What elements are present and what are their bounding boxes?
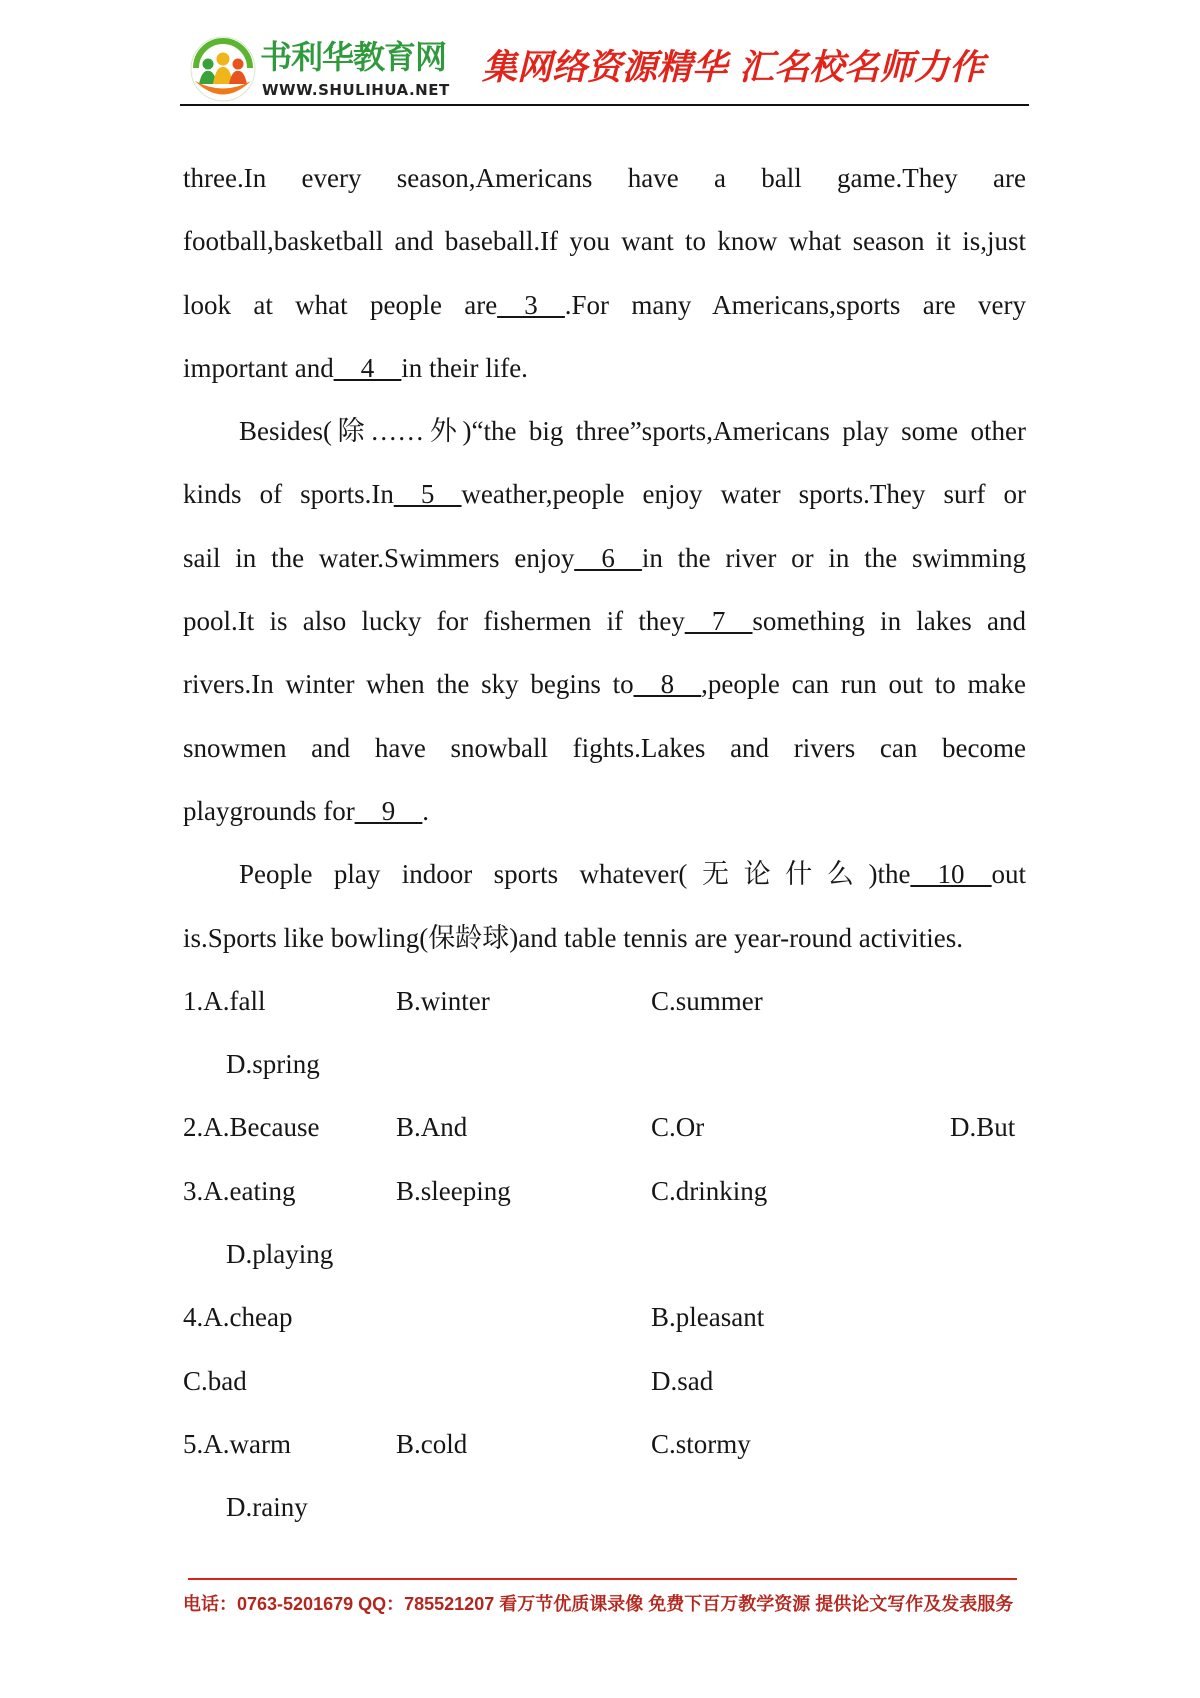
option-5d: D.rainy: [226, 1492, 308, 1523]
passage-text: look at what people are: [183, 289, 498, 320]
passage-line: Besides(除……外)“the big three”sports,Americans play some other: [239, 416, 1026, 447]
site-url: WWW.SHULIHUA.NET: [262, 81, 450, 99]
option-5a: 5.A.warm: [183, 1428, 291, 1459]
question-row: [183, 1350, 1026, 1413]
passage-line: [183, 274, 1026, 337]
passage-text: important and: [183, 352, 334, 383]
passage-line: [183, 590, 1026, 653]
option-4c: C.bad: [183, 1365, 247, 1396]
blank-10: __10__: [910, 859, 992, 890]
footer-rule: [188, 1578, 1017, 1580]
passage-text: playgrounds for: [183, 795, 355, 826]
passage-text: out: [991, 859, 1026, 890]
blank-3: __3__: [497, 289, 565, 320]
passage-text: kinds of sports.In: [183, 479, 394, 510]
passage-text: pool.It is also lucky for fishermen if they: [183, 606, 685, 637]
passage-line: football,basketball and baseball.If you want to know what season it is,just: [183, 226, 1026, 257]
option-3c: C.drinking: [651, 1175, 768, 1206]
option-2a: 2.A.Because: [183, 1112, 320, 1143]
passage-text: something in lakes and: [752, 606, 1026, 637]
question-row: [183, 1033, 1026, 1096]
header-rule: [180, 104, 1029, 106]
passage-line: three.In every season,Americans have a ball game.They are: [183, 163, 1026, 193]
option-1b: B.winter: [396, 985, 490, 1016]
blank-8: __8__: [633, 669, 702, 700]
passage-text: .: [422, 795, 429, 826]
option-4d: D.sad: [651, 1365, 714, 1396]
passage-text: weather,people enjoy water sports.They surf or: [461, 479, 1026, 510]
option-2c: C.Or: [651, 1112, 705, 1143]
blank-4: __4__: [333, 352, 402, 383]
option-5c: C.stormy: [651, 1428, 751, 1459]
passage-line: [183, 527, 1026, 590]
blank-5: __5__: [393, 479, 462, 510]
passage-line: [183, 653, 1026, 716]
passage-line: [183, 463, 1026, 526]
question-row: [183, 1476, 1026, 1539]
question-row: [183, 970, 1026, 1033]
option-1c: C.summer: [651, 985, 763, 1016]
header-slogan: 集网络资源精华 汇名校名师力作: [482, 48, 985, 88]
question-row: [183, 1223, 1026, 1286]
question-row: [183, 1096, 1026, 1159]
passage-line: [183, 337, 1026, 400]
option-1d: D.spring: [226, 1049, 320, 1080]
passage-text: .For many Americans,sports are very: [564, 289, 1026, 320]
site-name: 书利华教育网: [260, 38, 447, 76]
passage-line: snowmen and have snowball fights.Lakes and rivers can become: [183, 732, 1026, 763]
question-row: [183, 1160, 1026, 1223]
question-row: [183, 1413, 1026, 1476]
passage-text: ,people can run out to make: [701, 669, 1026, 700]
option-3b: B.sleeping: [396, 1175, 511, 1206]
option-1a: 1.A.fall: [183, 985, 266, 1016]
question-row: [183, 1286, 1026, 1349]
footer-contact: 电话：0763-5201679 QQ：785521207 看万节优质课录像 免费下百万教学资源 提供论文写作及发表服务: [183, 1594, 1014, 1614]
passage-text: People play indoor sports whatever(无论什么)the: [239, 859, 911, 890]
blank-6: __6__: [574, 542, 642, 573]
passage-line: [183, 780, 1026, 843]
passage-line: [183, 843, 1026, 906]
passage-line: is.Sports like bowling(保龄球)and table tennis are year-round activities.: [183, 922, 964, 953]
passage-text: rivers.In winter when the sky begins to: [183, 669, 634, 700]
blank-7: __7__: [684, 606, 753, 637]
site-logo-icon: [190, 34, 256, 104]
passage-text: in the river or in the swimming: [641, 542, 1026, 573]
passage-text: in their life.: [401, 352, 528, 383]
passage-and-questions: [183, 147, 1026, 1540]
option-3d: D.playing: [226, 1239, 334, 1270]
option-4b: B.pleasant: [651, 1302, 765, 1333]
passage-text: sail in the water.Swimmers enjoy: [183, 542, 575, 573]
option-4a: 4.A.cheap: [183, 1302, 293, 1333]
option-2b: B.And: [396, 1112, 468, 1143]
option-2d: D.But: [950, 1112, 1016, 1143]
option-3a: 3.A.eating: [183, 1175, 296, 1206]
blank-9: __9__: [354, 795, 423, 826]
option-5b: B.cold: [396, 1428, 468, 1459]
